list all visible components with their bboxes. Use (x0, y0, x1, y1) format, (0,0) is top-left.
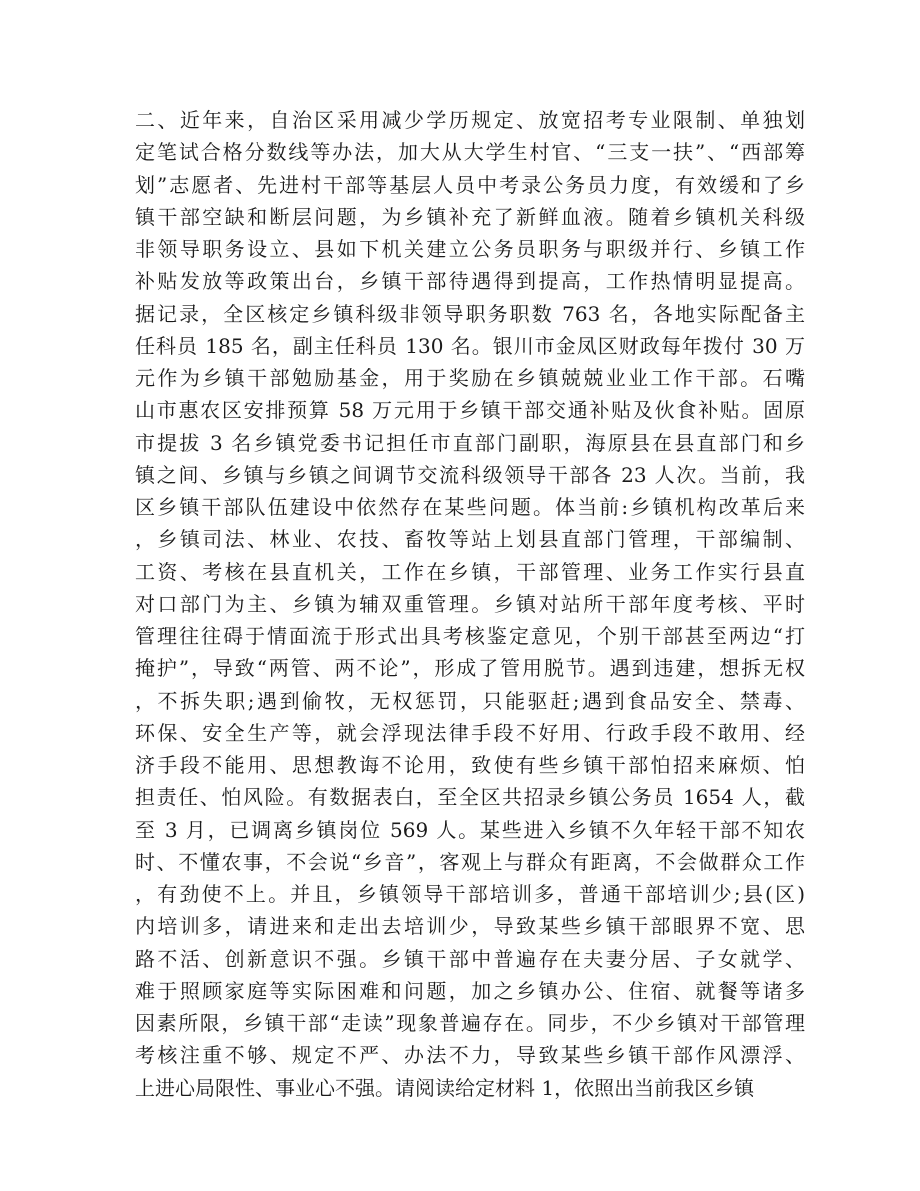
text-line: 山市惠农区安排预算 58 万元用于乡镇干部交通补贴及伙食补贴。固原 (135, 398, 805, 423)
text-line: 至 3 月，已调离乡镇岗位 569 人。某些进入乡镇不久年轻干部不知农 (135, 817, 805, 842)
text-line: 难于照顾家庭等实际困难和问题，加之乡镇办公、住宿、就餐等诸多 (135, 978, 805, 1003)
text-line: 工资、考核在县直机关，工作在乡镇，干部管理、业务工作实行县直 (135, 559, 805, 584)
text-line: 考核注重不够、规定不严、办法不力，导致某些乡镇干部作风漂浮、 (135, 1043, 805, 1068)
body-text (135, 104, 805, 1104)
text-line: 管理往往碍于情面流于形式出具考核鉴定意见，个别干部甚至两边“打 (135, 624, 805, 648)
text-line: 补贴发放等政策出台，乡镇干部待遇得到提高，工作热情明显提高。 (135, 269, 805, 294)
text-line: 时、不懂农事，不会说“乡音”，客观上与群众有距离，不会做群众工作 (135, 849, 805, 874)
text-line: 对口部门为主、乡镇为辅双重管理。乡镇对站所干部年度考核、平时 (135, 591, 805, 616)
text-line: 划”志愿者、先进村干部等基层人员中考录公务员力度，有效缓和了乡 (135, 172, 805, 197)
text-line: 区乡镇干部队伍建设中依然存在某些问题。体当前:乡镇机构改革后来 (135, 495, 805, 519)
text-line: ，不拆失职;遇到偷牧，无权惩罚，只能驱赶;遇到食品安全、禁毒、 (135, 688, 805, 713)
text-line: 市提拔 3 名乡镇党委书记担任市直部门副职，海原县在县直部门和乡 (135, 430, 805, 455)
text-line: 镇干部空缺和断层问题，为乡镇补充了新鲜血液。随着乡镇机关科级 (135, 204, 805, 229)
text-line: ，乡镇司法、林业、农技、畜牧等站上划县直部门管理，干部编制、 (135, 527, 805, 552)
text-line: 因素所限，乡镇干部“走读”现象普遍存在。同步，不少乡镇对干部管理 (135, 1011, 805, 1035)
text-line: 掩护”，导致“两管、两不论”，形成了管用脱节。遇到违建，想拆无权 (135, 656, 805, 681)
text-line: 定笔试合格分数线等办法，加大从大学生村官、“三支一扶”、“西部筹 (135, 140, 805, 165)
text-line: 据记录，全区核定乡镇科级非领导职务职数 763 名，各地实际配备主 (135, 301, 805, 326)
text-line: 内培训多，请进来和走出去培训少，导致某些乡镇干部眼界不宽、思 (135, 914, 805, 939)
text-line: 任科员 185 名，副主任科员 130 名。银川市金凤区财政每年拨付 30 万 (135, 333, 805, 358)
text-line: 济手段不能用、思想教诲不论用，致使有些乡镇干部怕招来麻烦、怕 (135, 753, 805, 777)
text-line: 环保、安全生产等，就会浮现法律手段不好用、行政手段不敢用、经 (135, 720, 805, 745)
text-line: 镇之间、乡镇与乡镇之间调节交流科级领导干部各 23 人次。当前，我 (135, 462, 805, 487)
text-line: 担责任、怕风险。有数据表白，至全区共招录乡镇公务员 1654 人，截 (135, 785, 805, 810)
text-line: 元作为乡镇干部勉励基金，用于奖励在乡镇兢兢业业工作干部。石嘴 (135, 366, 805, 390)
text-line: 上进心局限性、事业心不强。请阅读给定材料 1，依照出当前我区乡镇 (135, 1075, 755, 1100)
text-line: 非领导职务设立、县如下机关建立公务员职务与职级并行、乡镇工作 (135, 237, 805, 261)
text-line: ，有劲使不上。并且，乡镇领导干部培训多，普通干部培训少;县(区) (135, 882, 805, 906)
text-line: 二、近年来，自治区采用减少学历规定、放宽招考专业限制、单独划 (135, 108, 805, 132)
text-line: 路不活、创新意识不强。乡镇干部中普遍存在夫妻分居、子女就学、 (135, 946, 805, 971)
